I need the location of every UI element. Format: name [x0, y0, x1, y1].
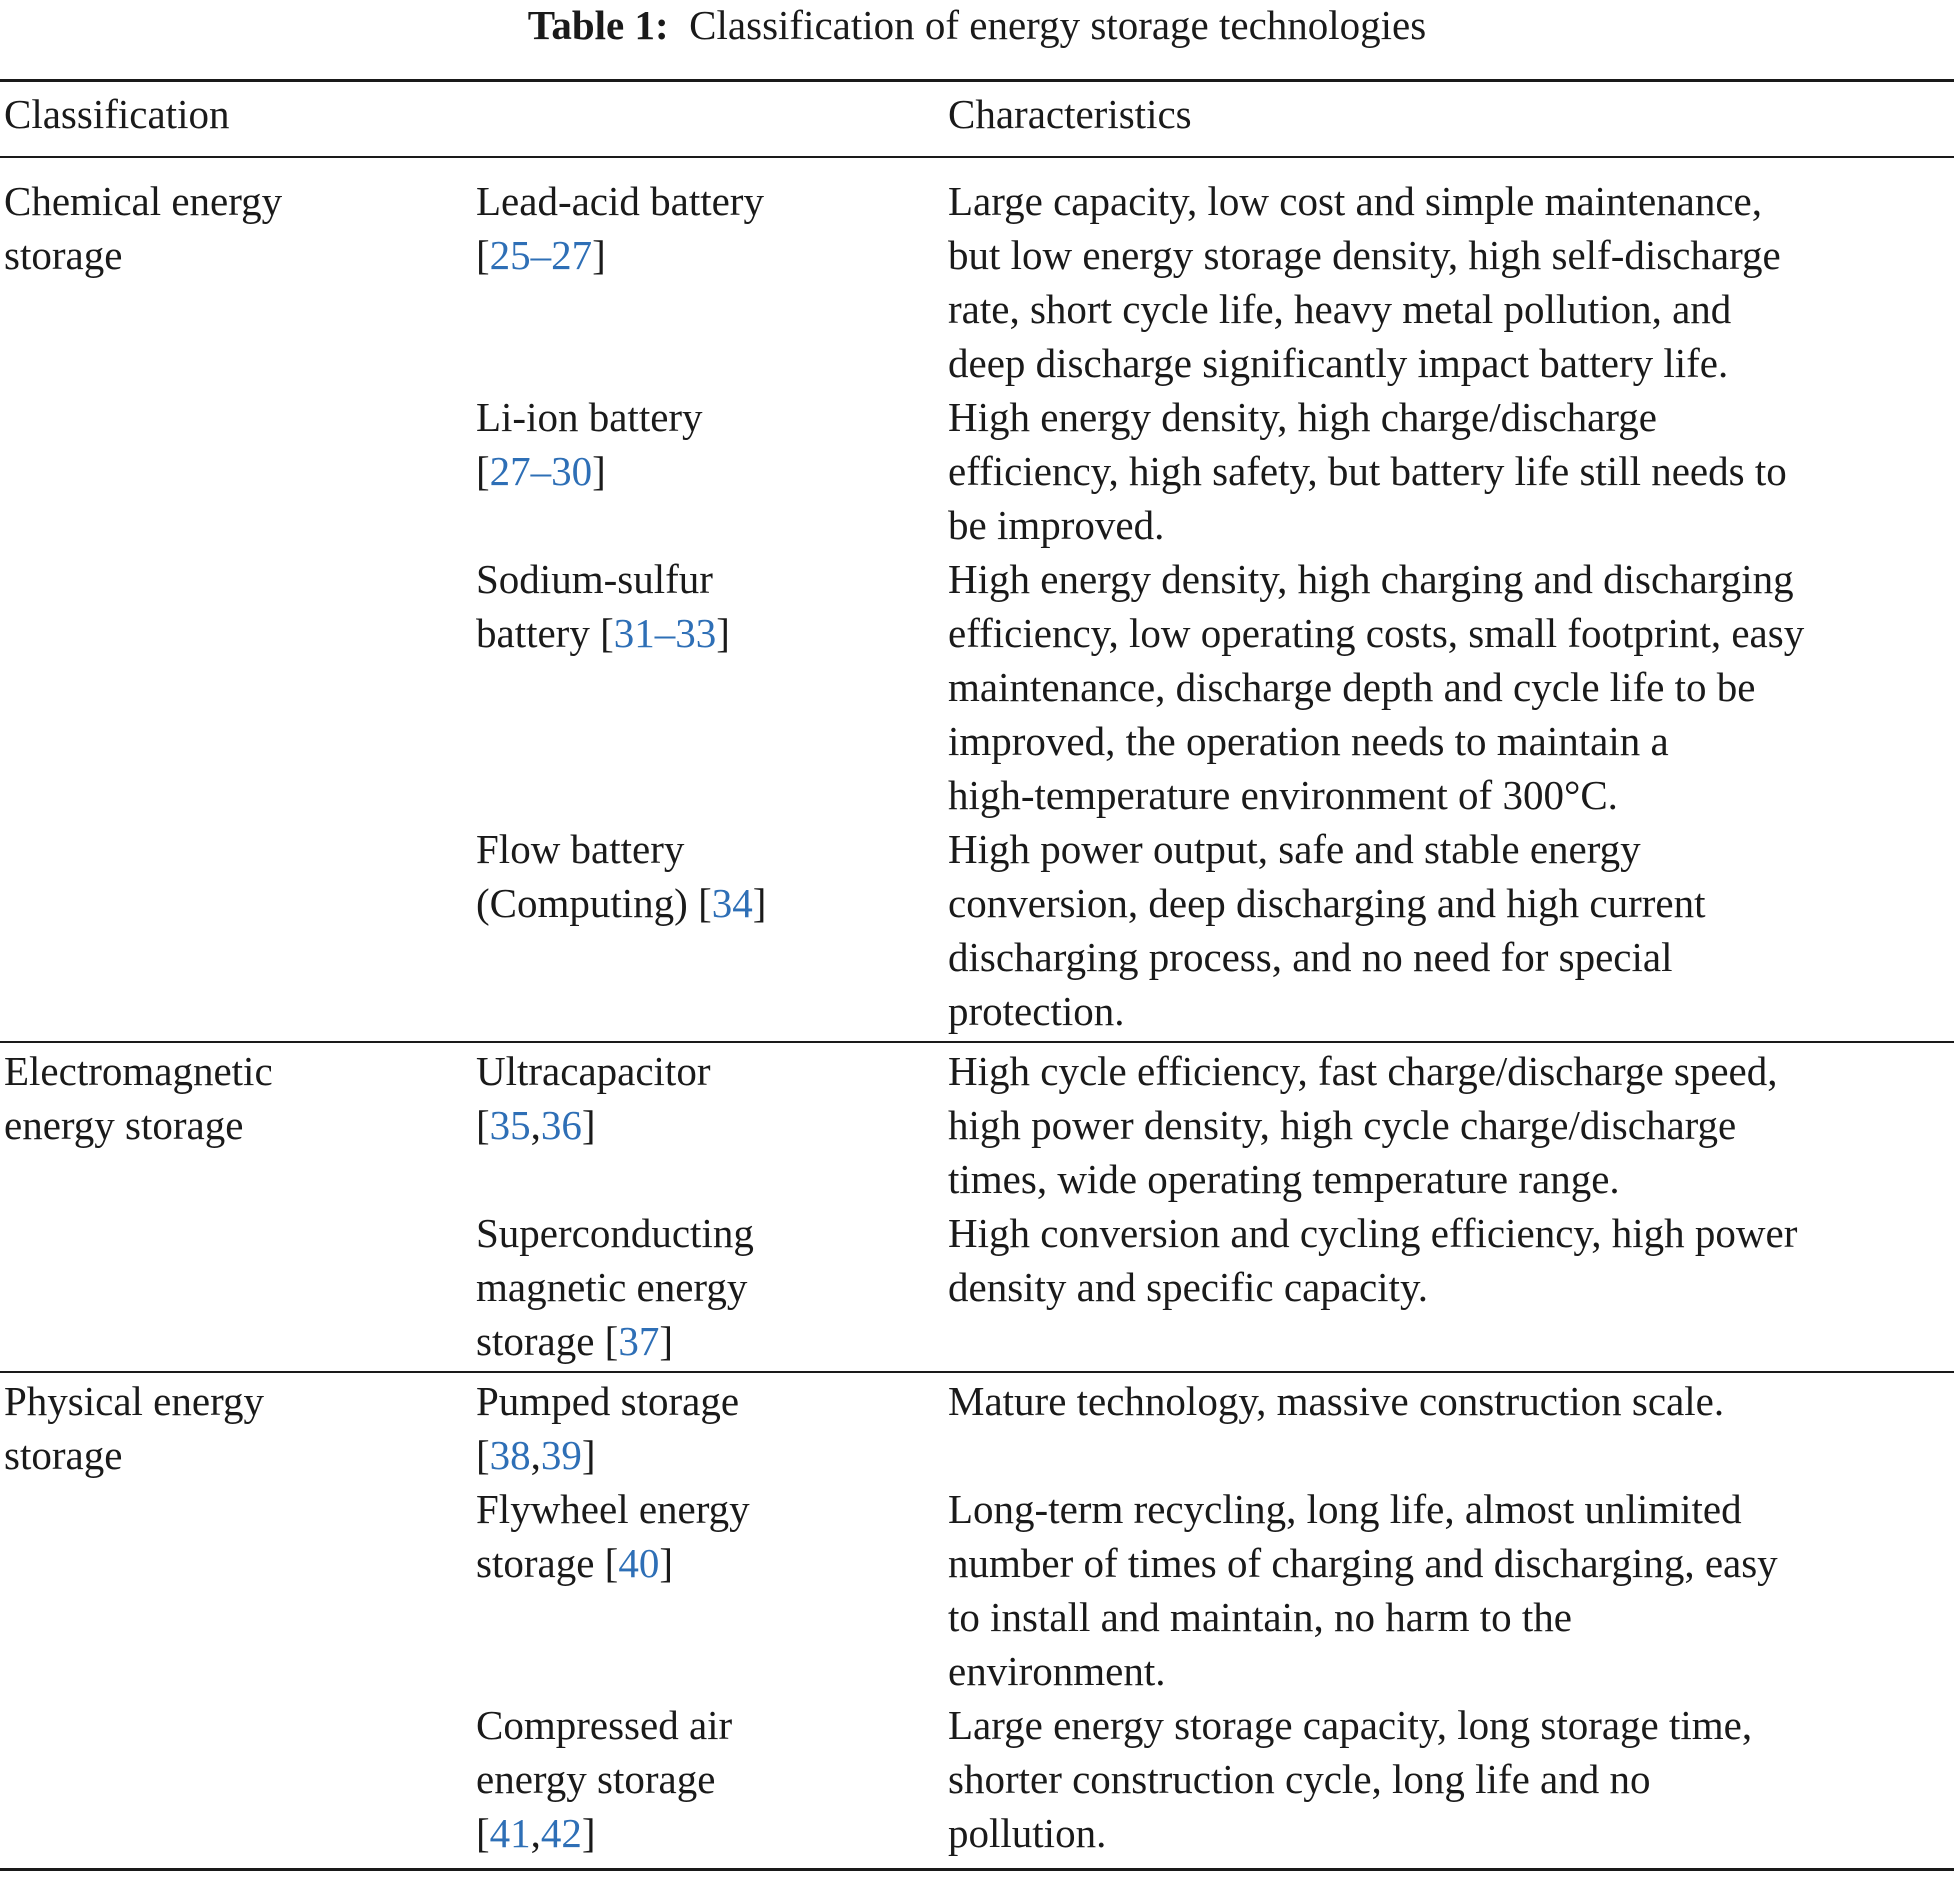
citation-link[interactable]: 38 [489, 1432, 531, 1478]
row-smes-name: Superconducting magnetic energy storage [37] [476, 1210, 754, 1364]
table-title: Classification of energy storage technologies [689, 2, 1427, 48]
group-chemical-label: Chemical energy storage [4, 178, 283, 278]
top-rule [0, 79, 1954, 82]
citation-link[interactable]: 25–27 [489, 232, 593, 278]
row-compressed-air-name: Compressed air energy storage [41,42] [476, 1702, 733, 1856]
citation-link[interactable]: 37 [618, 1318, 660, 1364]
row-li-ion-characteristics: High energy density, high charge/discharge efficiency, high safety, but battery life still needs to be improved. [948, 394, 1787, 548]
row-pumped-storage-characteristics: Mature technology, massive construction scale. [948, 1378, 1725, 1424]
citation-link[interactable]: 31–33 [613, 610, 717, 656]
row-flywheel-characteristics: Long-term recycling, long life, almost unlimited number of times of charging and discharging, easy to install and maintain, no harm to the environment. [948, 1486, 1778, 1694]
row-ultracapacitor-name: Ultracapacitor [35,36] [476, 1048, 711, 1148]
table-label: Table 1: [527, 2, 669, 48]
citation-link[interactable]: 41 [489, 1810, 531, 1856]
citation-link[interactable]: 35 [489, 1102, 531, 1148]
row-flywheel-name: Flywheel energy storage [40] [476, 1486, 750, 1586]
group-physical-label: Physical energy storage [4, 1378, 264, 1478]
row-sodium-sulfur-characteristics: High energy density, high charging and discharging efficiency, low operating costs, small footprint, easy maintenance, discharge depth and cycle life to be improved, the operation needs to maintain a high-temperature environment of 300°C. [948, 556, 1805, 818]
header-rule [0, 156, 1954, 158]
citation-link[interactable]: 27–30 [489, 448, 593, 494]
row-flow-battery-characteristics: High power output, safe and stable energy conversion, deep discharging and high current discharging process, and no need for special protection. [948, 826, 1706, 1034]
header-classification: Classification [4, 91, 230, 137]
row-flow-battery-name: Flow battery (Computing) [34] [476, 826, 767, 926]
row-sodium-sulfur-name: Sodium-sulfur battery [31–33] [476, 556, 730, 656]
citation-link[interactable]: 42 [540, 1810, 582, 1856]
row-pumped-storage-name: Pumped storage [38,39] [476, 1378, 740, 1478]
citation-link[interactable]: 39 [540, 1432, 582, 1478]
row-li-ion-name: Li-ion battery [27–30] [476, 394, 703, 494]
group-divider [0, 1371, 1954, 1373]
row-smes-characteristics: High conversion and cycling efficiency, high power density and specific capacity. [948, 1210, 1798, 1310]
group-divider [0, 1041, 1954, 1043]
citation-link[interactable]: 40 [618, 1540, 660, 1586]
citation-link[interactable]: 36 [540, 1102, 582, 1148]
group-electromagnetic-label: Electromagnetic energy storage [4, 1048, 273, 1148]
citation-link[interactable]: 34 [711, 880, 753, 926]
bottom-rule [0, 1868, 1954, 1871]
row-ultracapacitor-characteristics: High cycle efficiency, fast charge/discharge speed, high power density, high cycle charge/discharge times, wide operating temperature range. [948, 1048, 1778, 1202]
table-caption [0, 2, 1954, 48]
row-lead-acid-name: Lead-acid battery [25–27] [476, 178, 764, 278]
row-compressed-air-characteristics: Large energy storage capacity, long storage time, shorter construction cycle, long life and no pollution. [948, 1702, 1753, 1856]
header-characteristics: Characteristics [948, 91, 1192, 137]
row-lead-acid-characteristics: Large capacity, low cost and simple maintenance, but low energy storage density, high self-discharge rate, short cycle life, heavy metal pollution, and deep discharge significantly impact battery life. [948, 178, 1781, 386]
